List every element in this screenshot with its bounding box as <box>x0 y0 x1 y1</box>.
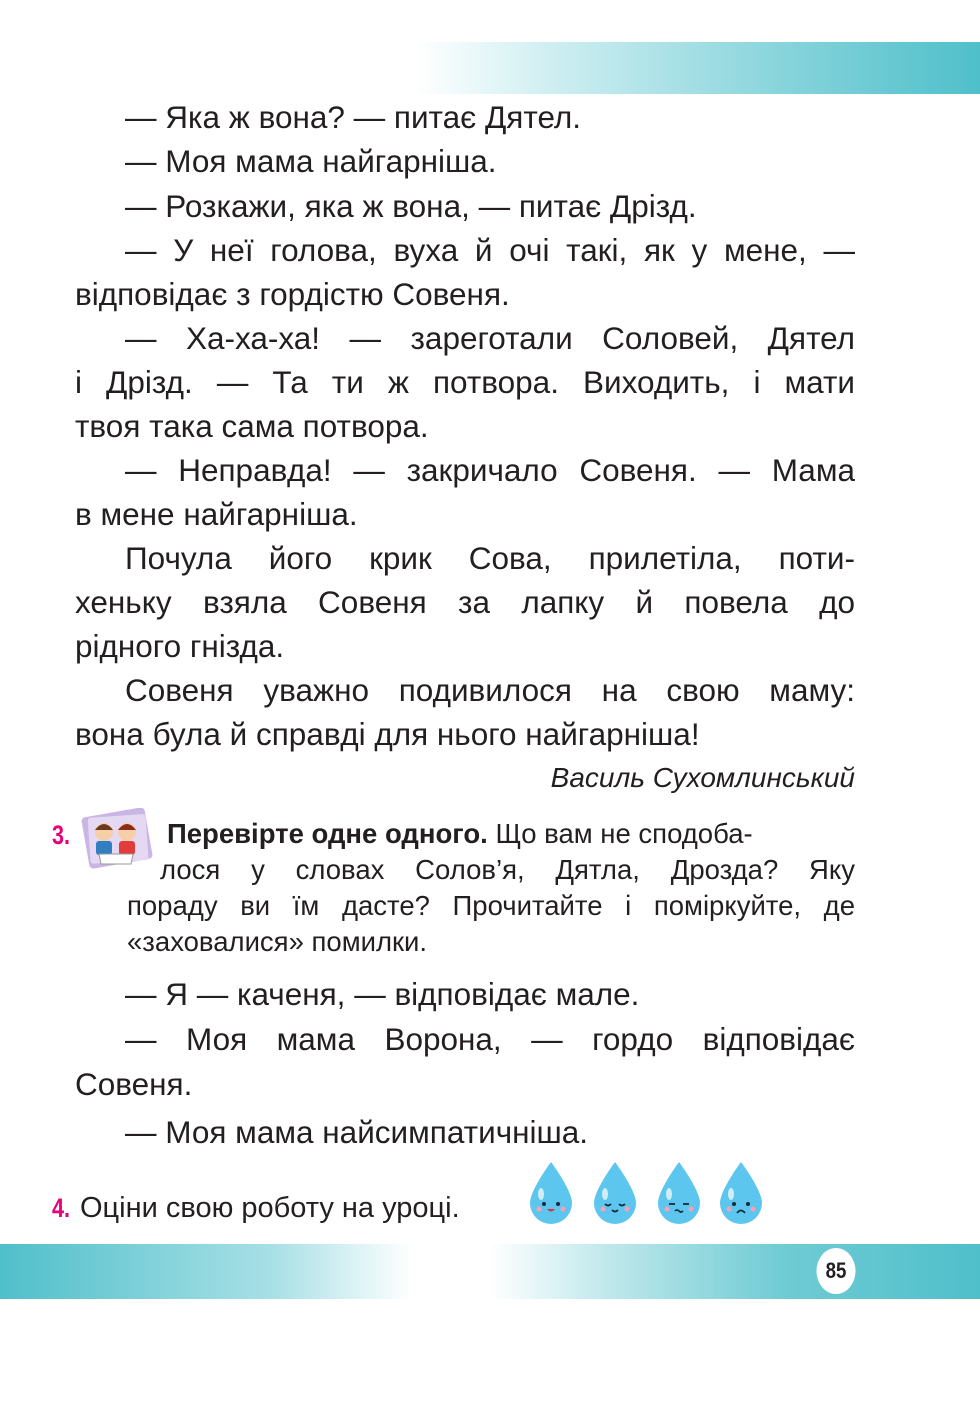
happy-drop-icon[interactable] <box>526 1160 576 1226</box>
task-3-text: лося у словах Солов’я, Дятла, Дрозда? Яку <box>160 854 855 885</box>
task-3-sentence: Совеня. <box>75 1066 193 1102</box>
story-line: в мене найгарніша. <box>75 496 358 532</box>
task-3-title: Перевірте одне одного. <box>167 818 488 849</box>
content-drop-icon[interactable] <box>590 1160 640 1226</box>
page-number: 85 <box>816 1248 855 1294</box>
task-3-first-line <box>167 816 855 852</box>
task-3-sentence: — Моя мама Ворона, — гордо відповідає <box>125 1021 855 1057</box>
story-line: — У неї голова, вуха й очі такі, як у мене, — <box>125 232 855 268</box>
story-line: і Дрізд. — Та ти ж потвора. Виходить, і мати <box>75 364 855 400</box>
story-line: твоя така сама потвора. <box>75 408 429 444</box>
story-line: — Неправда! — закричало Совеня. — Мама <box>125 452 855 488</box>
story-line: рідного гнізда. <box>75 628 285 664</box>
task-3-text: Що вам не сподоба- <box>487 818 753 849</box>
top-decorative-band <box>415 42 980 94</box>
story-line: — Моя мама найгарніша. <box>125 143 497 179</box>
task-3-sentence: — Моя мама найсимпатичніша. <box>125 1114 589 1150</box>
sad-drop-icon[interactable] <box>716 1160 766 1226</box>
story-line: відповідає з гордістю Совеня. <box>75 276 510 312</box>
task-4-number: 4. <box>52 1193 71 1223</box>
neutral-drop-icon[interactable] <box>654 1160 704 1226</box>
children-reading-icon <box>77 808 157 870</box>
task-3-number: 3. <box>52 820 71 850</box>
story-line: — Розкажи, яка ж вона, — питає Дрізд. <box>125 188 697 224</box>
author-signature: Василь Сухомлинський <box>550 762 855 793</box>
task-3-text: пораду ви їм дасте? Прочитайте і поміркуйте, де <box>127 890 855 921</box>
story-line: — Яка ж вона? — питає Дятел. <box>125 99 582 135</box>
story-line: Совеня уважно подивилося на свою маму: <box>125 672 855 708</box>
story-line: — Ха-ха-ха! — зареготали Соловей, Дятел <box>125 320 855 356</box>
story-line: вона була й справді для нього найгарніша! <box>75 716 700 752</box>
story-line: Почула його крик Сова, прилетіла, поти- <box>125 540 855 576</box>
task-3-sentence: — Я — каченя, — відповідає мале. <box>125 976 640 1012</box>
story-line: хеньку взяла Совеня за лапку й повела до <box>75 584 855 620</box>
task-3-text: «заховалися» помилки. <box>127 926 428 957</box>
task-4-text: Оціни свою роботу на уроці. <box>80 1192 460 1224</box>
